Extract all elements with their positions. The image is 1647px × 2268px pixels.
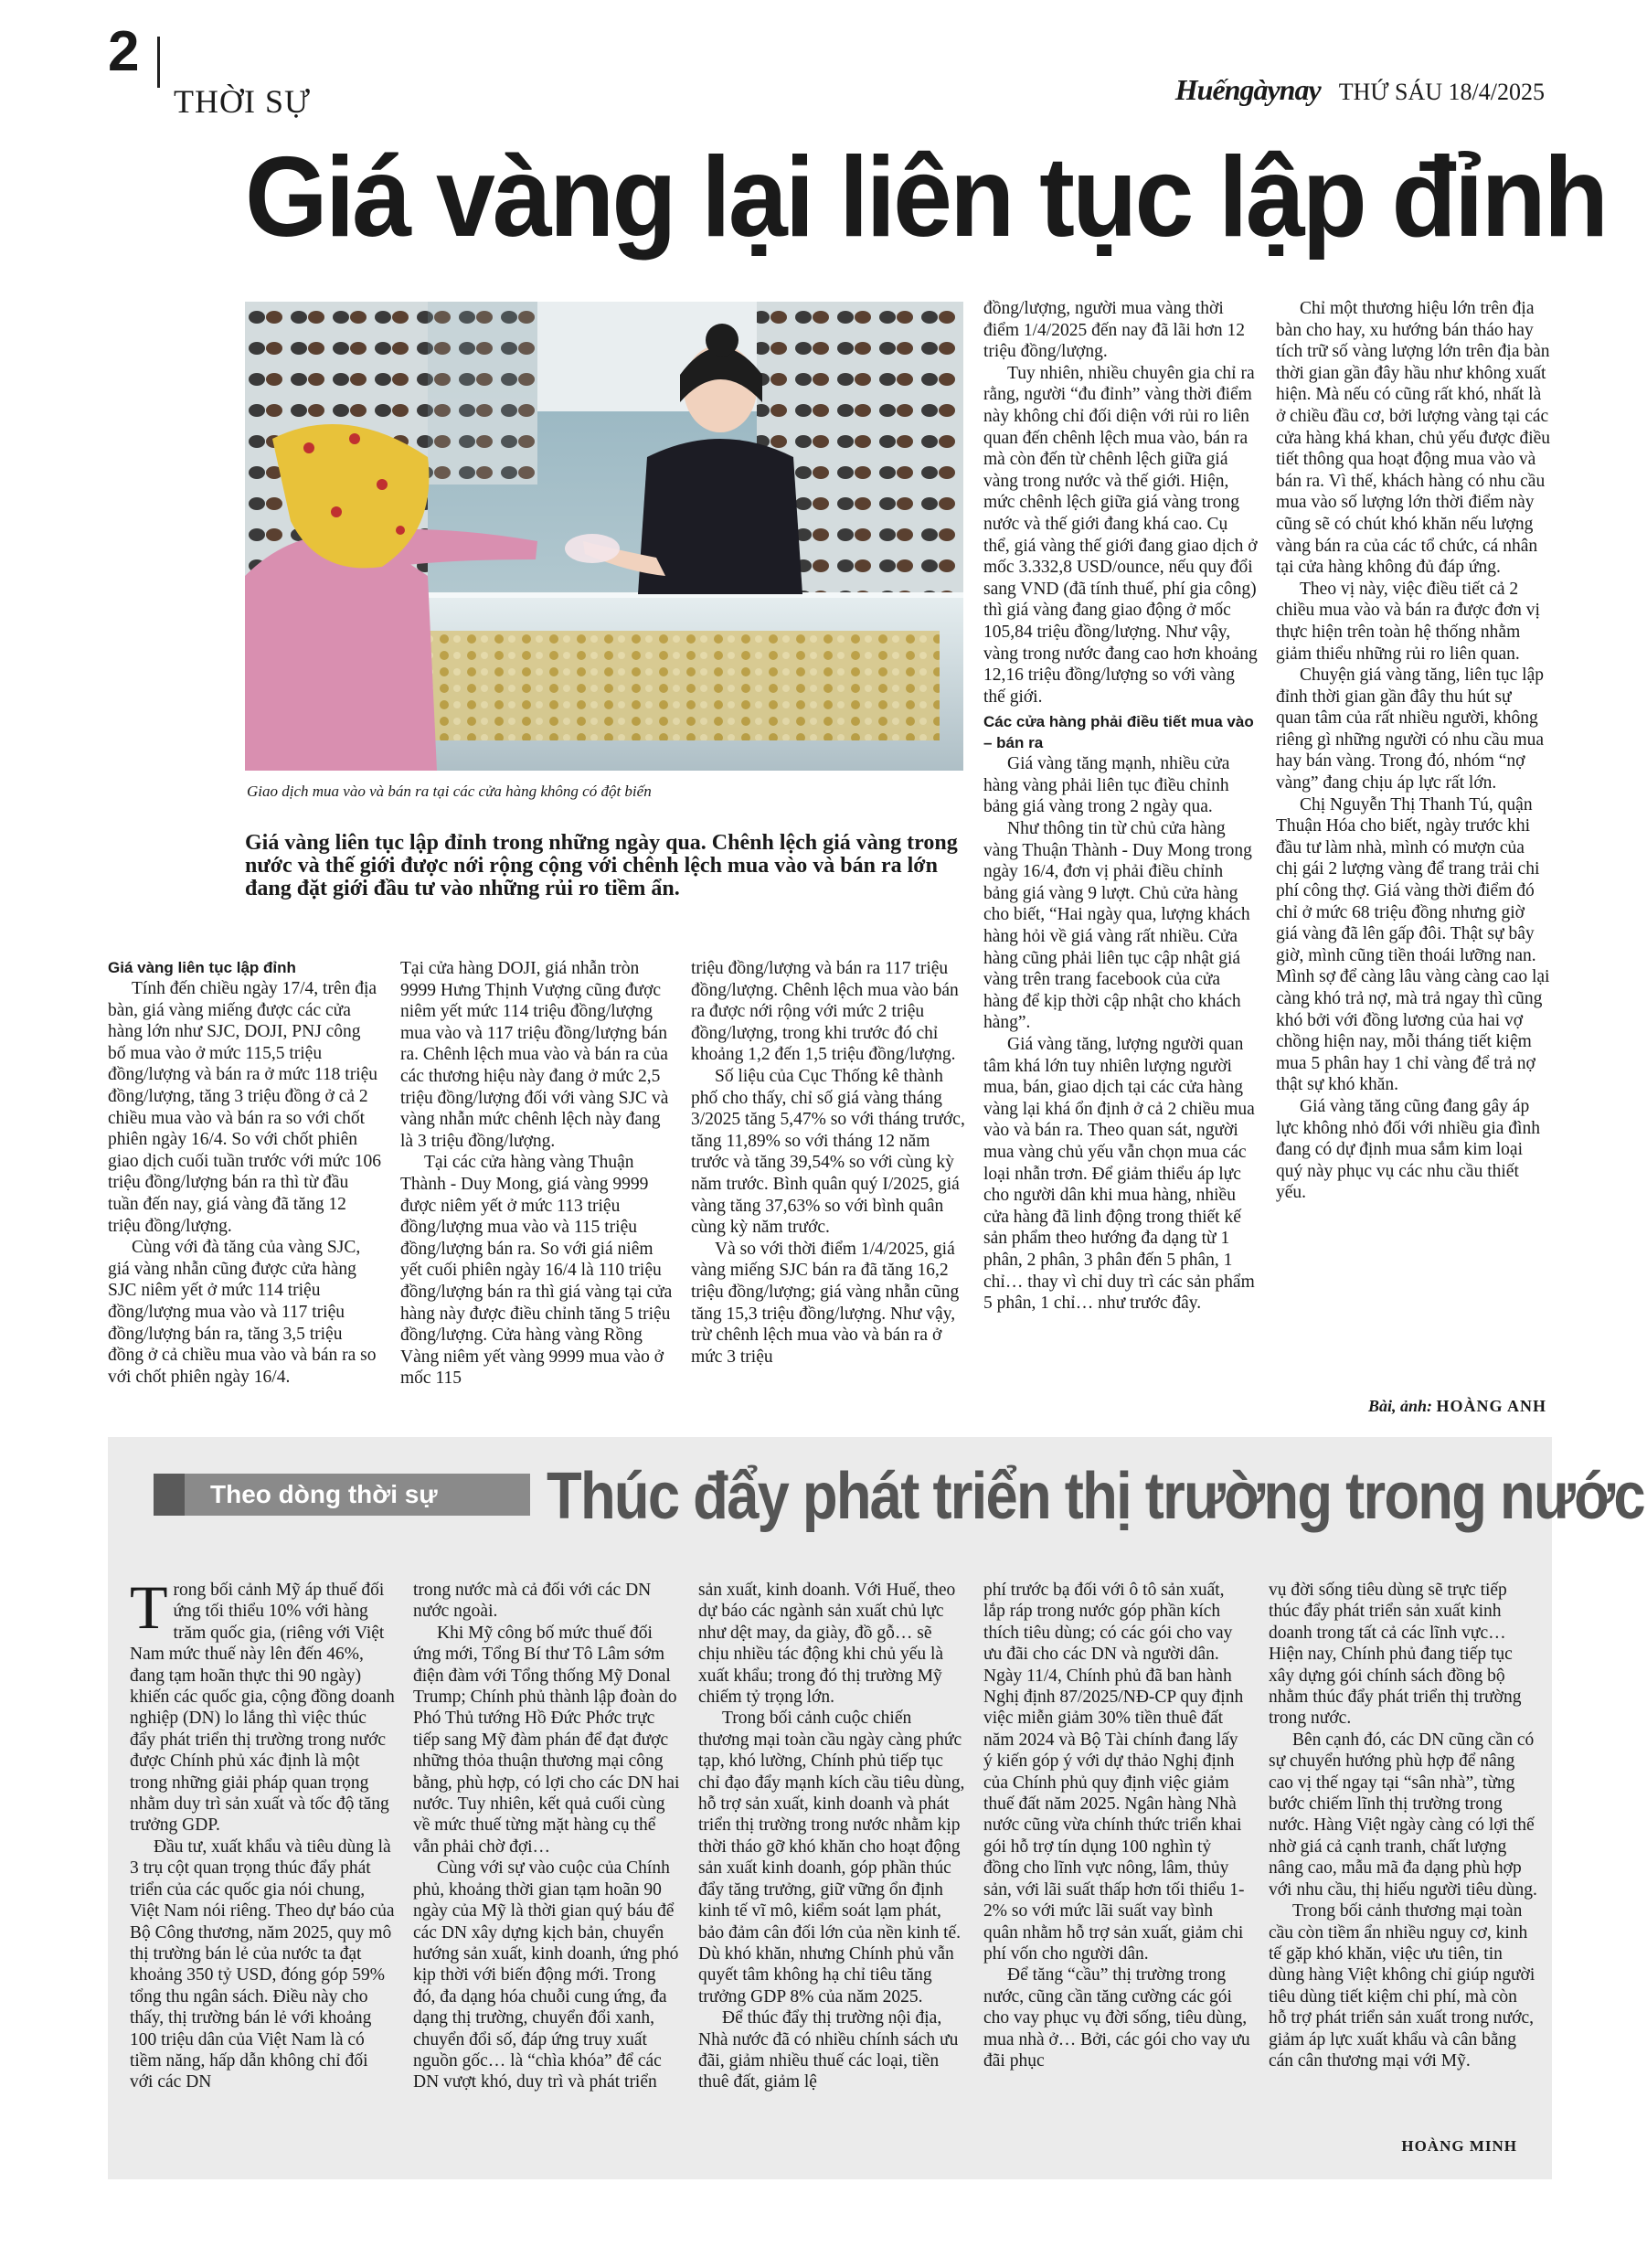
article-column-5 xyxy=(1276,298,1550,1204)
article-byline xyxy=(1368,1397,1546,1416)
paragraph: Chỉ một thương hiệu lớn trên địa bàn cho hay, xu hướng bán tháo hay tích trữ số vàng lượng lớn trên địa bàn thời gian gần đây hầu như không xuất hiện. Mà nếu có cũng rất khó, nhất là ở chiều đầu cơ, bởi lượng vàng tại các cửa hàng khá khan, chủ yếu được điều tiết thông qua hoạt động mua vào và bán ra. Vì thế, khách hàng có nhu cầu mua vào số lượng lớn thời điểm này cũng sẽ có chút khó khăn nếu lượng vàng bán ra của các tổ chức, cá nhân tại cửa hàng không đủ đáp ứng. xyxy=(1276,299,1551,578)
jewelry-shop-photo-icon xyxy=(245,302,963,771)
byline-name: HOÀNG ANH xyxy=(1436,1397,1546,1415)
paragraph: Cùng với đà tăng của vàng SJC, giá vàng nhẫn cũng được cửa hàng SJC niêm yết ở mức 114 triệu đồng/lượng mua vào và 117 triệu đồng/lượng bán ra, tăng 3,5 triệu đồng ở cả chiều mua vào và bán ra so với chốt phiên ngày 16/4. xyxy=(108,1238,377,1387)
article-photo xyxy=(245,302,963,771)
byline-label: Bài, ảnh: xyxy=(1367,1397,1432,1415)
paragraph: Bên cạnh đó, các DN cũng cần có sự chuyển hướng phù hợp để nâng cao vị thế ngay tại “sân nhà”, từng bước chiếm lĩnh thị trường trong nước. Hàng Việt ngày càng có lợi thế nhờ giá cả cạnh tranh, chất lượng nâng cao, mẫu mã đa dạng phù hợp với nhu cầu, thị hiếu người tiêu dùng. xyxy=(1269,1730,1537,1900)
box-headline: Thúc đẩy phát triển thị trường trong nước xyxy=(547,1460,1644,1533)
paragraph: sản xuất, kinh doanh. Với Huế, theo dự báo các ngành sản xuất chủ lực như dệt may, da giày, đồ gỗ… sẽ chịu nhiều tác động khi chủ yếu là xuất khẩu; trong đó thị trường Mỹ chiếm tỷ trọng lớn. xyxy=(698,1581,956,1708)
box-column-1 xyxy=(130,1572,395,2093)
box-column-4 xyxy=(983,1580,1250,2071)
paragraph: Trong bối cảnh cuộc chiến thương mại toàn cầu ngày càng phức tạp, khó lường, Chính phủ tiếp tục chỉ đạo đẩy mạnh kích cầu tiêu dùng, hỗ trợ sản xuất, kinh doanh và phát triển thị trường trong nước nhằm kịp thời tháo gỡ khó khăn cho hoạt động sản xuất kinh doanh, góp phần thúc đẩy tăng trưởng, giữ vững ổn định kinh tế vĩ mô, kiểm soát lạm phát, bảo đảm cân đối lớn của nền kinh tế. Dù khó khăn, nhưng Chính phủ vẫn quyết tâm không hạ chỉ tiêu tăng trưởng GDP 8% của năm 2025. xyxy=(698,1709,965,2007)
article-headline: Giá vàng lại liên tục lập đỉnh xyxy=(245,134,1607,261)
paragraph: Giá vàng tăng mạnh, nhiều cửa hàng vàng phải liên tục điều chỉnh bảng giá vàng trong 2 ngày qua. xyxy=(983,754,1230,817)
paragraph: Để tăng “cầu” thị trường trong nước, cũng cần tăng cường các gói cho vay phục vụ đời sống, tiêu dùng, mua nhà ở… Bởi, các gói cho vay ưu đãi phục xyxy=(983,1965,1250,2071)
paragraph: Chị Nguyễn Thị Thanh Tú, quận Thuận Hóa cho biết, ngày trước khi đầu tư làm nhà, mình có mượn của chị gái 2 lượng vàng để trang trải chi phí công thợ. Giá vàng thời điểm đó chỉ ở mức 68 triệu đồng nhưng giờ giá vàng đã lên gấp đôi. Thật sự bây giờ, mình cũng tiền thoái lưỡng nan. Mình sợ để càng lâu vàng càng cao lại càng khó trả nợ, mà trả ngay thì cũng khó bởi với đồng lương của hai vợ chồng hiện nay, mỗi tháng tiết kiệm mua 5 phân hay 1 chỉ vàng để trả nợ thật sự khó khăn. xyxy=(1276,794,1550,1095)
article-column-4 xyxy=(983,298,1258,1315)
article-column-2 xyxy=(400,958,673,1390)
masthead xyxy=(1175,73,1545,107)
paragraph: đồng/lượng, người mua vàng thời điểm 1/4/2025 đến nay đã lãi hơn 12 triệu đồng/lượng. xyxy=(983,299,1245,362)
paragraph: Tại các cửa hàng vàng Thuận Thành - Duy Mong, giá vàng 9999 được niêm yết ở mức 113 triệu đồng/lượng mua vào và 115 triệu đồng/lượng bán ra. So với giá niêm yết cuối phiên ngày 16/4 là 110 triệu đồng/lượng bán ra thì giá vàng tại cửa hàng này được điều chỉnh tăng 5 triệu đồng/lượng. Cửa hàng vàng Rồng Vàng niêm yết vàng 9999 mua vào ở mốc 115 xyxy=(400,1153,673,1389)
paragraph: Tuy nhiên, nhiều chuyên gia chỉ ra rằng, người “đu đỉnh” vàng thời điểm này không chỉ đối diện với rủi ro liên quan đến chênh lệch mua vào, bán ra mà còn đến từ chênh lệch giữa giá vàng trong nước và thế giới. Hiện, mức chênh lệch giữa giá vàng trong nước và thế giới đang khá cao. Cụ thể, giá vàng thế giới đang giao dịch ở mốc 3.332,8 USD/ounce, nếu quy đổi sang VND (đã tính thuế, phí gia công) thì giá vàng đang giao động ở mốc 105,84 triệu đồng/lượng. Như vậy, vàng trong nước đang cao hơn khoảng 12,16 triệu đồng/lượng so với vàng thế giới. xyxy=(983,363,1258,707)
paragraph: Trong bối cảnh thương mại toàn cầu còn tiềm ẩn nhiều nguy cơ, kinh tế gặp khó khăn, việc ưu tiên, tin dùng hàng Việt không chỉ giúp người tiêu dùng tiết kiệm chi phí, mà còn hỗ trợ phát triển sản xuất trong nước, giảm áp lực xuất khẩu và cân bằng cán cân thương mại với Mỹ. xyxy=(1269,1901,1535,2071)
paragraph: triệu đồng/lượng và bán ra 117 triệu đồng/lượng. Chênh lệch mua vào bán ra được nới rộng với mức 2 triệu đồng/lượng, trong khi trước đó chỉ khoảng 1,2 đến 1,5 triệu đồng/lượng. xyxy=(691,959,959,1065)
issue-date: THỨ SÁU 18/4/2025 xyxy=(1338,79,1545,105)
article-column-1 xyxy=(108,958,382,1388)
box-column-5 xyxy=(1269,1580,1537,2071)
paragraph: vụ đời sống tiêu dùng sẽ trực tiếp thúc đẩy phát triển sản xuất kinh doanh trong tất cả các lĩnh vực… Hiện nay, Chính phủ đang tiếp tục xây dựng gói chính sách đồng bộ nhằm thúc đẩy phát triển thị trường trong nước. xyxy=(1269,1581,1522,1729)
section-name: THỜI SỰ xyxy=(174,83,311,120)
paragraph: Như thông tin từ chủ cửa hàng vàng Thuận Thành - Duy Mong trong ngày 16/4, đơn vị phải điều chỉnh bảng giá vàng 9 lượt. Chủ cửa hàng cho biết, “Hai ngày qua, lượng khách hàng hỏi về giá vàng rất nhiều. Cửa hàng cũng phải liên tục cập nhật giá vàng trên trang facebook của cửa hàng để kịp thời cập nhật cho khách hàng”. xyxy=(983,819,1252,1033)
paragraph: Tính đến chiều ngày 17/4, trên địa bàn, giá vàng miếng được các cửa hàng lớn như SJC, DOJI, PNJ công bố mua vào ở mức 115,5 triệu đồng/lượng và bán ra ở mức 118 triệu đồng/lượng, tăng 3 triệu đồng ở cả 2 chiều mua vào và bán ra so với chốt phiên ngày 16/4. So với chốt phiên giao dịch cuối tuần trước với mức 106 triệu đồng/lượng bán ra thì từ đầu tuần đến nay, giá vàng đã tăng 12 triệu đồng/lượng. xyxy=(108,979,381,1236)
paragraph: phí trước bạ đối với ô tô sản xuất, lắp ráp trong nước góp phần kích thích tiêu dùng; có các gói cho vay ưu đãi cho các DN và người dân. Ngày 11/4, Chính phủ đã ban hành Nghị định 87/2025/NĐ-CP quy định việc miễn giảm 30% tiền thuê đất năm 2024 và Bộ Tài chính đang lấy ý kiến góp ý với dự thảo Nghị định của Chính phủ quy định việc giảm thuế đất năm 2025. Ngân hàng Nhà nước cũng vừa chính thức triển khai gói hỗ trợ tín dụng 100 nghìn tỷ đồng cho lĩnh vực nông, lâm, thủy sản, với lãi suất thấp hơn tối thiểu 1-2% so với mức lãi suất vay bình quân nhằm hỗ trợ sản xuất, giảm chi phí vốn cho người dân. xyxy=(983,1581,1245,1964)
drop-cap: T xyxy=(130,1572,168,1642)
paragraph: Để thúc đẩy thị trường nội địa, Nhà nước đã có nhiều chính sách ưu đãi, giảm nhiều thuế các loại, tiền thuê đất, giảm lệ xyxy=(698,2008,959,2092)
subheading: Giá vàng liên tục lập đỉnh xyxy=(108,959,296,976)
paragraph: Theo vị này, việc điều tiết cả 2 chiều mua vào và bán ra được đơn vị thực hiện trên toàn hệ thống nhằm giảm thiểu những rủi ro liên quan. xyxy=(1276,579,1540,664)
article-lead: Giá vàng liên tục lập đỉnh trong những ngày qua. Chênh lệch giá vàng trong nước và thế giới được nới rộng cộng với chênh lệch mua vào và bán ra lớn đang đặt giới đầu tư vào những rủi ro tiềm ẩn. xyxy=(245,831,958,900)
paragraph: Cùng với sự vào cuộc của Chính phủ, khoảng thời gian tạm hoãn 90 ngày của Mỹ là thời gian quý báu để các DN xây dựng kịch bản, chuyển hướng sản xuất, kinh doanh, ứng phó kịp thời với biến động mới. Trong đó, đa dạng hóa chuỗi cung ứng, đa dạng thị trường, chuyển đổi xanh, chuyển đổi số, đáp ứng truy xuất nguồn gốc… là “chìa khóa” để các DN vượt khó, duy trì và phát triển xyxy=(413,1858,679,2092)
article-column-3b xyxy=(691,958,965,1368)
kicker-accent xyxy=(154,1474,185,1516)
paragraph: Và so với thời điểm 1/4/2025, giá vàng miếng SJC bán ra đã tăng 16,2 triệu đồng/lượng; giá vàng nhẫn cũng tăng 15,3 triệu đồng/lượng. Như vậy, trừ chênh lệch mua vào và bán ra ở mức 3 triệu xyxy=(691,1239,960,1367)
paragraph: Khi Mỹ công bố mức thuế đối ứng mới, Tổng Bí thư Tô Lâm sớm điện đàm với Tổng thống Mỹ Donal Trump; Chính phủ thành lập đoàn do Phó Thủ tướng Hồ Đức Phớc trực tiếp sang Mỹ đàm phán để đạt được những thỏa thuận thương mại công bằng, phù hợp, có lợi cho các DN hai nước. Tuy nhiên, kết quả cuối cùng về mức thuế từng mặt hàng cụ thể vẫn phải chờ đợi… xyxy=(413,1623,680,1857)
subheading: Các cửa hàng phải điều tiết mua vào – bán ra xyxy=(983,713,1254,752)
newspaper-logo: Huếngàynay xyxy=(1174,73,1321,106)
box-kicker: Theo dòng thời sự xyxy=(185,1474,530,1516)
box-column-3 xyxy=(698,1580,965,2093)
paragraph: trong nước mà cả đối với các DN nước ngoài. xyxy=(413,1581,652,1622)
paragraph: Trong bối cảnh Mỹ áp thuế đối ứng tối thiểu 10% với hàng trăm quốc gia, (riêng với Việt Nam mức thuế này lên đến 46%, đang tạm hoãn thực thi 90 ngày) khiến các quốc gia, cộng đồng doanh nghiệp (DN) lo lắng thì việc thúc đẩy phát triển thị trường trong nước được Chính phủ xác định là một trong những giải pháp quan trọng nhằm duy trì sản xuất và tốc độ tăng trưởng GDP. xyxy=(130,1572,395,1836)
paragraph: Giá vàng tăng, lượng người quan tâm khá lớn tuy nhiên lượng người mua, bán, giao dịch tại các cửa hàng vàng lại khá ổn định ở cả 2 chiều mua vào và bán ra. Theo quan sát, người mua vàng chủ yếu vẫn chọn mua các loại nhẫn trơn. Để giảm thiểu áp lực cho người dân khi mua hàng, nhiều cửa hàng đã linh động trong thiết kế sản phẩm theo hướng đa dạng từ 1 phân, 2 phân, 3 phân đến 5 phân, 1 chỉ… thay vì chỉ duy trì các sản phẩm 5 phân, 1 chỉ… như trước đây. xyxy=(983,1035,1255,1314)
paragraph: Số liệu của Cục Thống kê thành phố cho thấy, chỉ số giá vàng tháng 3/2025 tăng 5,47% so với tháng trước, tăng 11,89% so với tháng 12 năm trước và tăng 39,54% so với cùng kỳ năm trước. Bình quân quý I/2025, giá vàng tăng 37,63% so với bình quân cùng kỳ năm trước. xyxy=(691,1066,965,1238)
box-byline: HOÀNG MINH xyxy=(1401,2137,1517,2155)
paragraph: Giá vàng tăng cũng đang gây áp lực không nhỏ đối với nhiều gia đình đang có dự định mua sắm kim loại quý này phục vụ các nhu cầu thiết yếu. xyxy=(1276,1096,1540,1203)
box-column-2 xyxy=(413,1580,680,2093)
paragraph: Đầu tư, xuất khẩu và tiêu dùng là 3 trụ cột quan trọng thúc đẩy phát triển của các quốc gia nói chung, Việt Nam nói riêng. Theo dự báo của Bộ Công thương, năm 2025, quy mô thị trường bán lẻ của nước ta đạt khoảng 350 tỷ USD, đóng góp 59% tổng thu ngân sách. Điều này cho thấy, thị trường bán lẻ với khoảng 100 triệu dân của Việt Nam là có tiềm năng, hấp dẫn không chỉ đối với các DN xyxy=(130,1837,395,2092)
header-divider xyxy=(157,37,160,88)
paragraph: Tại cửa hàng DOJI, giá nhẫn tròn 9999 Hưng Thịnh Vượng cũng được niêm yết mức 114 triệu đồng/lượng mua vào và 117 triệu đồng/lượng bán ra. Chênh lệch mua vào và bán ra của các thương hiệu này đang ở mức 2,5 triệu đồng/lượng đối với vàng SJC và vàng nhẫn mức chênh lệch này đang là 3 triệu đồng/lượng. xyxy=(400,959,669,1151)
paragraph: Chuyện giá vàng tăng, liên tục lập đỉnh thời gian gần đây thu hút sự quan tâm của rất nhiều người, không riêng gì những người có nhu cầu mua hay bán vàng. Trong đó, nhóm “nợ vàng” đang chịu áp lực rất lớn. xyxy=(1276,665,1545,793)
photo-caption: Giao dịch mua vào và bán ra tại các cửa hàng không có đột biến xyxy=(247,783,652,800)
page-number: 2 xyxy=(108,20,140,83)
